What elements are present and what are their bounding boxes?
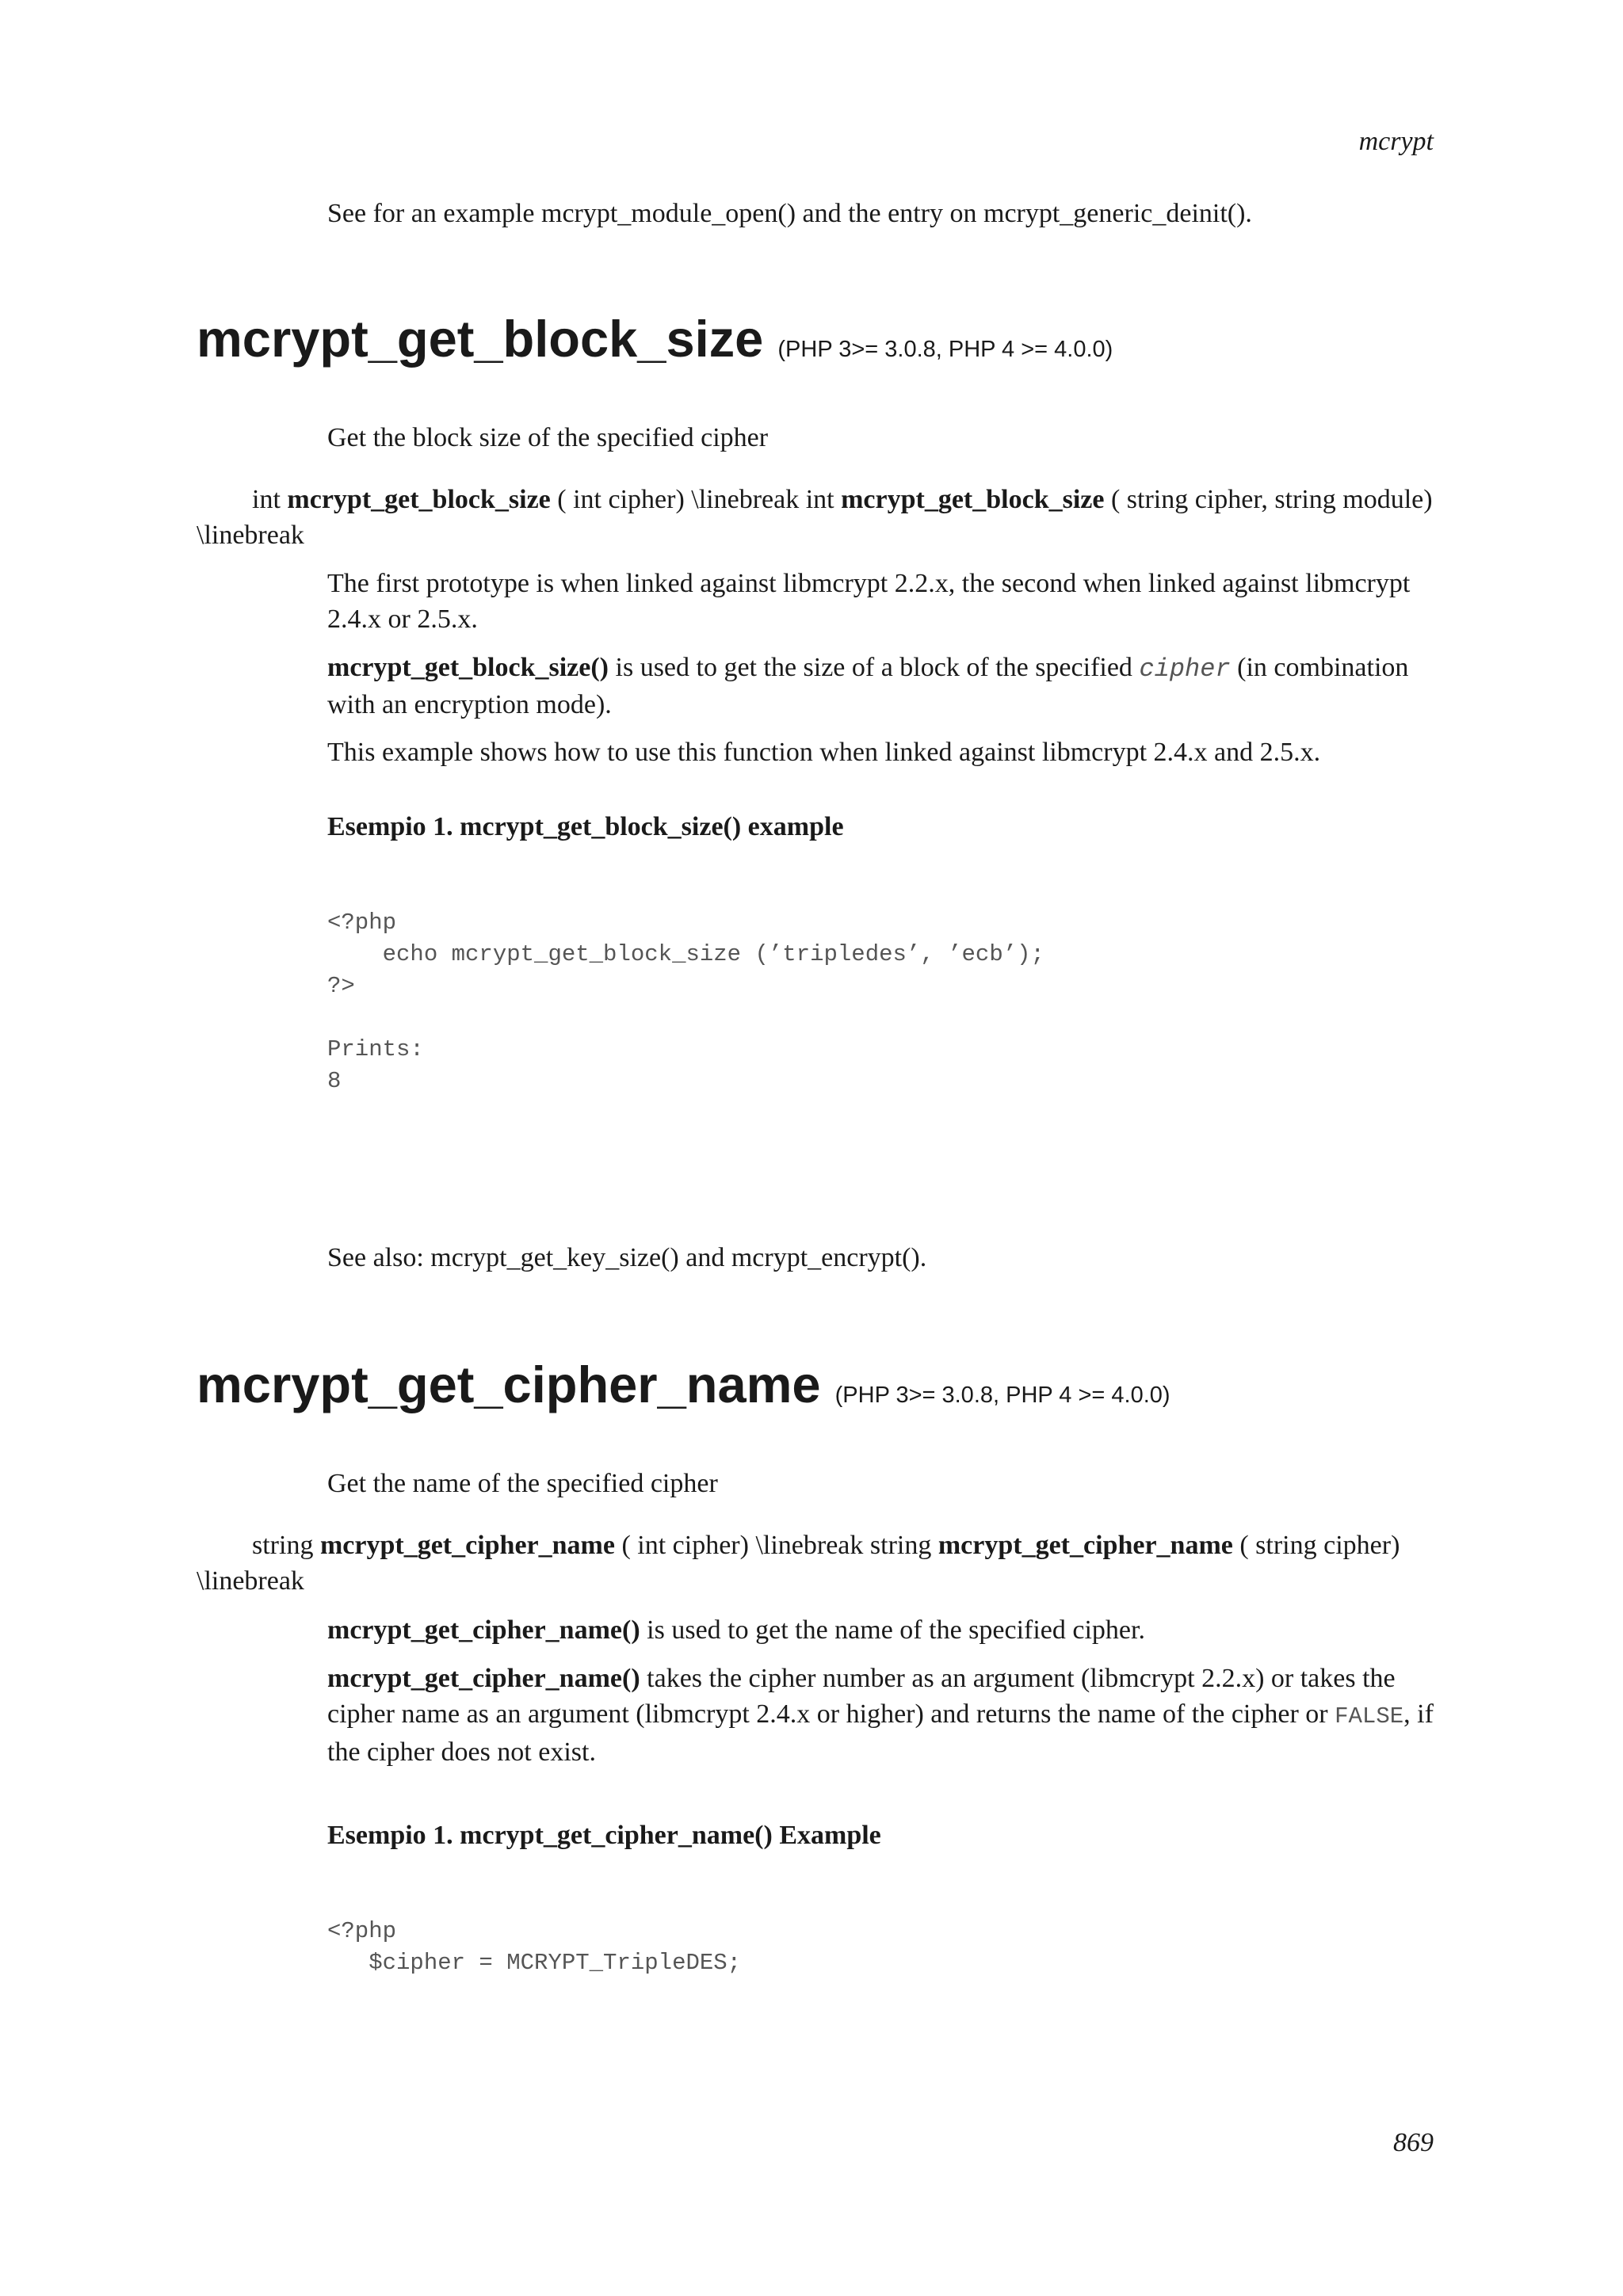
text: is used to get the size of a block of the specified [609,653,1140,682]
section-title-block-size [197,309,1113,368]
summary: Get the name of the specified cipher [327,1469,718,1498]
version-info: (PHP 3>= 3.0.8, PHP 4 >= 4.0.0) [777,337,1113,362]
function-title: mcrypt_get_block_size [197,310,764,368]
proto-function: mcrypt_get_cipher_name [938,1531,1233,1560]
proto-function: mcrypt_get_cipher_name [319,1531,615,1560]
proto-function: mcrypt_get_block_size [287,485,551,514]
paragraph: This example shows how to use this function when linked against libmcrypt 2.4.x and 2.5.x. [327,738,1321,767]
function-title: mcrypt_get_cipher_name [197,1356,821,1413]
proto-function: mcrypt_get_block_size [841,485,1105,514]
proto-text: ( string cipher, string module) \linebreak [197,485,1433,550]
text: is used to get the name of the specified cipher. [640,1615,1145,1645]
prototype [197,482,1434,553]
intro-paragraph: See for an example mcrypt_module_open() and the entry on mcrypt_generic_deinit(). [327,199,1252,228]
text: , if the cipher does not exist. [327,1699,1434,1767]
function-ref: mcrypt_get_cipher_name() [327,1664,640,1693]
page-number: 869 [1393,2128,1434,2157]
parameter: cipher [1139,654,1231,684]
example-title: Esempio 1. mcrypt_get_block_size() example [327,812,844,841]
text: takes the cipher number as an argument (libmcrypt 2.2.x) or takes the cipher name as an argument (libmcrypt 2.4.x or higher) and returns the name of the cipher or [327,1664,1396,1729]
proto-text: ( int cipher) \linebreak int [550,485,842,514]
function-ref: mcrypt_get_cipher_name() [327,1615,640,1645]
summary: Get the block size of the specified cipher [327,423,769,452]
section-title-cipher-name [197,1355,1170,1414]
paragraph: The first prototype is when linked against libmcrypt 2.2.x, the second when linked against libmcrypt 2.4.x or 2.5.x. [327,569,1411,634]
paragraph [327,1661,1434,1770]
paragraph [327,1612,1434,1648]
version-info: (PHP 3>= 3.0.8, PHP 4 >= 4.0.0) [834,1383,1170,1408]
text: (in combination with an encryption mode). [327,653,1409,719]
see-also: See also: mcrypt_get_key_size() and mcrypt_encrypt(). [327,1243,927,1272]
proto-text: ( int cipher) \linebreak string [614,1531,938,1560]
code-block: <?php $cipher = MCRYPT_TripleDES; [327,1918,742,1976]
function-ref: mcrypt_get_block_size() [327,653,609,682]
running-header: mcrypt [1358,127,1434,156]
constant: FALSE [1335,1703,1404,1730]
code-block: <?php echo mcrypt_get_block_size (’tripledes’, ’ecb’); ?> Prints: 8 [327,910,1044,1094]
paragraph [327,650,1434,723]
prototype [197,1527,1434,1599]
proto-text: int [252,485,288,514]
example-title: Esempio 1. mcrypt_get_cipher_name() Example [327,1821,881,1850]
proto-text: string [252,1531,320,1560]
proto-text: ( string cipher) \linebreak [197,1531,1400,1596]
